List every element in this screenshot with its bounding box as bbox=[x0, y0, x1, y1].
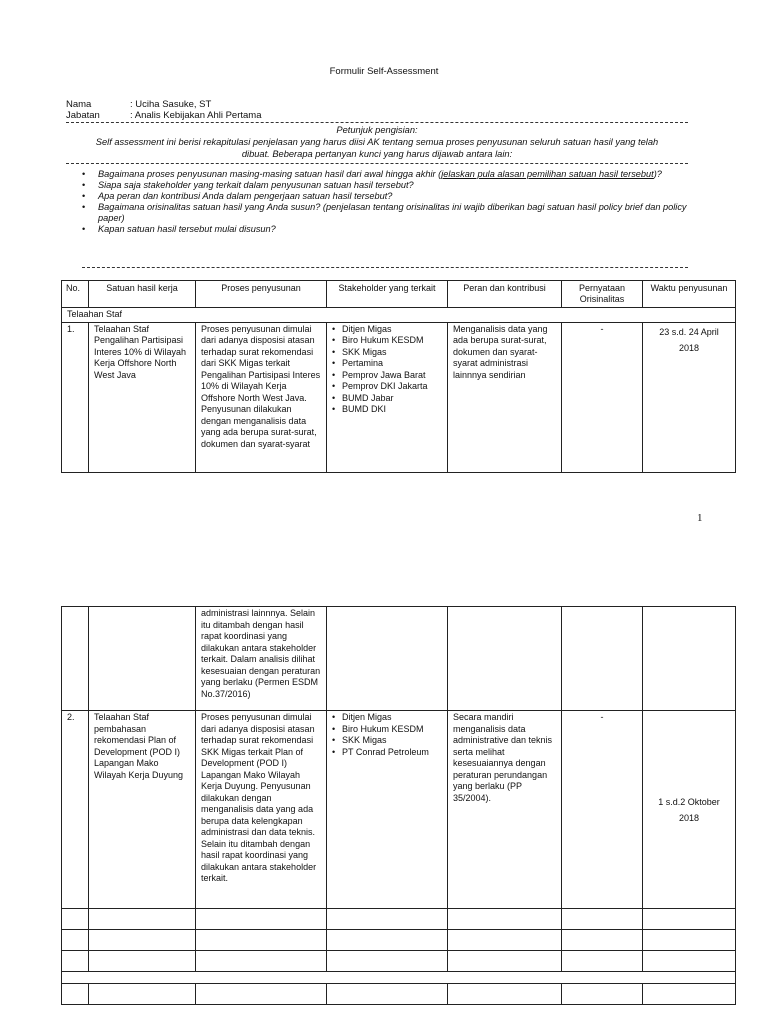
header-satuan: Satuan hasil kerja bbox=[89, 281, 196, 308]
row-waktu bbox=[643, 711, 736, 909]
empty-row bbox=[62, 930, 736, 951]
petunjuk-line-2: dibuat. Beberapa pertanyan kunci yang harus dijawab antara lain: bbox=[241, 149, 513, 159]
section-label: Telaahan Staf bbox=[62, 308, 736, 323]
header-stakeholder: Stakeholder yang terkait bbox=[327, 281, 448, 308]
stakeholder-item: • Biro Hukum KESDM bbox=[332, 335, 442, 347]
row-no: 1. bbox=[62, 322, 89, 472]
table-row bbox=[62, 322, 736, 472]
jabatan-value: : Analis Kebijakan Ahli Pertama bbox=[130, 110, 262, 121]
row-stakeholders bbox=[327, 322, 448, 472]
waktu-line-2: 2018 bbox=[678, 342, 700, 353]
row-pernyataan: - bbox=[562, 322, 643, 472]
row-pernyataan: - bbox=[562, 711, 643, 909]
section-row bbox=[62, 308, 736, 323]
petunjuk-heading: Petunjuk pengisian: bbox=[336, 125, 418, 135]
header-proses: Proses penyusunan bbox=[196, 281, 327, 308]
question-item: • Siapa saja stakeholder yang terkait dalam penyusunan satuan hasil tersebut? bbox=[82, 180, 692, 191]
waktu-line-2: 2018 bbox=[678, 812, 700, 823]
header-peran: Peran dan kontribusi bbox=[448, 281, 562, 308]
stakeholder-item: • Ditjen Migas bbox=[332, 324, 442, 336]
page-number: 1 bbox=[697, 512, 703, 524]
petunjuk-line-1: Self assessment ini berisi rekapitulasi penjelasan yang harus diisi AK tentang semua proses penyusunan seluruh satuan hasil yang telah bbox=[95, 137, 659, 147]
row-peran: Secara mandiri menganalisis data administrative dan teknis serta melihat kesesuaiannya dengan peraturan perundangan yang berlaku (PP 35/2004). bbox=[448, 711, 562, 909]
assessment-table-page-1 bbox=[61, 280, 736, 473]
divider-middle bbox=[66, 163, 688, 164]
header-pernyataan: Pernyataan Orisinalitas bbox=[562, 281, 643, 308]
stakeholder-list bbox=[332, 324, 442, 416]
row-peran: Menganalisis data yang ada berupa surat-surat, dokumen dan syarat-syarat administrasi lainnnya sendirian bbox=[448, 322, 562, 472]
row-proses-continued: administrasi lainnnya. Selain itu ditambah dengan hasil rapat koordinasi yang dilakukan antara stakeholder terkait. Dalam analisis dilihat kesesuaian dengan peraturan yang berlaku (Permen ESDM No.37/2016) bbox=[196, 607, 327, 711]
row-stakeholders bbox=[327, 711, 448, 909]
question-item: • Bagaimana proses penyusunan masing-masing satuan hasil dari awal hingga akhir (jelaskan pula alasan pemilihan satuan hasil tersebut)? bbox=[82, 169, 692, 180]
stakeholder-item: • Pemprov Jawa Barat bbox=[332, 370, 442, 382]
empty-row bbox=[62, 909, 736, 930]
petunjuk-block bbox=[66, 124, 688, 160]
empty-row bbox=[62, 951, 736, 972]
row-no: 2. bbox=[62, 711, 89, 909]
nama-label: Nama bbox=[66, 99, 92, 110]
jabatan-row bbox=[66, 110, 262, 121]
table-row-continued bbox=[62, 607, 736, 711]
stakeholder-item: • SKK Migas bbox=[332, 735, 442, 747]
divider-bottom bbox=[82, 267, 688, 268]
stakeholder-list bbox=[332, 712, 442, 758]
row-proses: Proses penyusunan dimulai dari adanya disposisi atasan terhadap surat rekomendasi SKK Migas terkait Plan of Development (POD I) Lapangan Mako Wilayah Kerja Duyung. Penyusunan dilakukan dengan menganalisis data yang ada berupa data kelengkapan administrasi dan data teknis. Selain itu ditambah dengan hasil rapat koordinasi yang dilakukan antara stakeholder terkait. bbox=[196, 711, 327, 909]
stakeholder-item: • PT Conrad Petroleum bbox=[332, 747, 442, 759]
table-header-row bbox=[62, 281, 736, 308]
question-item: • Kapan satuan hasil tersebut mulai disusun? bbox=[82, 224, 692, 235]
row-satuan: Telaahan Staf Pengalihan Partisipasi Interes 10% di Wilayah Kerja Offshore North West Java bbox=[89, 322, 196, 472]
jabatan-label: Jabatan bbox=[66, 110, 100, 121]
stakeholder-item: • Pertamina bbox=[332, 358, 442, 370]
stakeholder-item: • SKK Migas bbox=[332, 347, 442, 359]
row-waktu bbox=[643, 322, 736, 472]
header-waktu: Waktu penyusunan bbox=[643, 281, 736, 308]
waktu-line-1: 1 s.d.2 Oktober bbox=[658, 796, 720, 807]
empty-spacer-row bbox=[62, 972, 736, 984]
question-item: • Apa peran dan kontribusi Anda dalam pengerjaan satuan hasil tersebut? bbox=[82, 191, 692, 202]
questions-list bbox=[82, 169, 692, 235]
empty-row bbox=[62, 984, 736, 1005]
stakeholder-item: • BUMD Jabar bbox=[332, 393, 442, 405]
assessment-table-page-2 bbox=[61, 606, 736, 1005]
stakeholder-item: • Ditjen Migas bbox=[332, 712, 442, 724]
stakeholder-item: • BUMD DKI bbox=[332, 404, 442, 416]
table-row bbox=[62, 711, 736, 909]
divider-top bbox=[66, 122, 688, 123]
form-title: Formulir Self-Assessment bbox=[329, 66, 439, 77]
stakeholder-item: • Pemprov DKI Jakarta bbox=[332, 381, 442, 393]
row-proses: Proses penyusunan dimulai dari adanya disposisi atasan terhadap surat rekomendasi dari SKK Migas terkait Pengalihan Partisipasi Interes 10% di Wilayah Kerja Offshore North West Java. Penyusunan dilakukan dengan menganalisis data yang ada berupa surat-surat, dokumen dan syarat-syarat bbox=[196, 322, 327, 472]
row-satuan: Telaahan Staf pembahasan rekomendasi Plan of Development (POD I) Lapangan Mako Wilayah Kerja Duyung bbox=[89, 711, 196, 909]
nama-value: : Uciha Sasuke, ST bbox=[130, 99, 212, 110]
header-no: No. bbox=[62, 281, 89, 308]
waktu-line-1: 23 s.d. 24 April bbox=[659, 326, 719, 337]
question-item: • Bagaimana orisinalitas satuan hasil yang Anda susun? (penjelasan tentang orisinalitas ini wajib diberikan bagi satuan hasil policy brief dan policy paper) bbox=[82, 202, 692, 224]
nama-row bbox=[66, 99, 211, 110]
stakeholder-item: • Biro Hukum KESDM bbox=[332, 724, 442, 736]
